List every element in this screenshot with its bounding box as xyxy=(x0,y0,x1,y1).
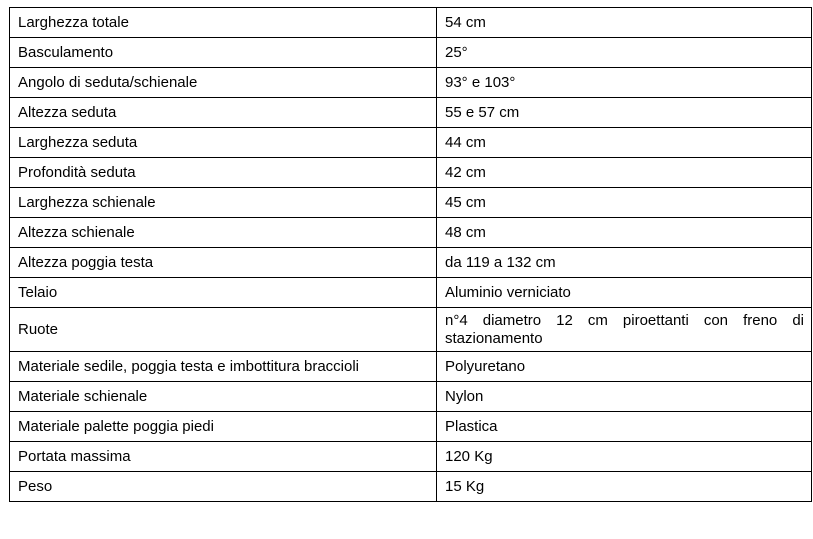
table-row xyxy=(10,98,812,128)
spec-value: Polyuretano xyxy=(437,352,812,382)
spec-value: Plastica xyxy=(437,412,812,442)
table-row xyxy=(10,248,812,278)
spec-value: Nylon xyxy=(437,382,812,412)
spec-value: 44 cm xyxy=(437,128,812,158)
spec-label: Larghezza totale xyxy=(10,8,437,38)
table-row xyxy=(10,308,812,352)
spec-label: Ruote xyxy=(10,308,437,352)
table-row xyxy=(10,158,812,188)
table-row xyxy=(10,278,812,308)
spec-label: Materiale palette poggia piedi xyxy=(10,412,437,442)
spec-value: 54 cm xyxy=(437,8,812,38)
table-row xyxy=(10,472,812,502)
table-row xyxy=(10,442,812,472)
spec-label: Materiale sedile, poggia testa e imbottitura braccioli xyxy=(10,352,437,382)
spec-label: Altezza schienale xyxy=(10,218,437,248)
table-row xyxy=(10,218,812,248)
table-row xyxy=(10,8,812,38)
table-row xyxy=(10,352,812,382)
spec-label: Portata massima xyxy=(10,442,437,472)
spec-value: 120 Kg xyxy=(437,442,812,472)
specs-table xyxy=(9,7,812,502)
spec-value: 42 cm xyxy=(437,158,812,188)
spec-value: 45 cm xyxy=(437,188,812,218)
spec-label: Profondità seduta xyxy=(10,158,437,188)
spec-label: Materiale schienale xyxy=(10,382,437,412)
spec-label: Altezza seduta xyxy=(10,98,437,128)
table-row xyxy=(10,128,812,158)
spec-value: da 119 a 132 cm xyxy=(437,248,812,278)
spec-label: Altezza poggia testa xyxy=(10,248,437,278)
table-row xyxy=(10,382,812,412)
spec-label: Angolo di seduta/schienale xyxy=(10,68,437,98)
spec-label: Basculamento xyxy=(10,38,437,68)
spec-value: 93° e 103° xyxy=(437,68,812,98)
spec-label: Peso xyxy=(10,472,437,502)
table-row xyxy=(10,38,812,68)
spec-label: Telaio xyxy=(10,278,437,308)
spec-value: 48 cm xyxy=(437,218,812,248)
spec-value: 25° xyxy=(437,38,812,68)
table-row xyxy=(10,188,812,218)
spec-value: 15 Kg xyxy=(437,472,812,502)
spec-value: Aluminio verniciato xyxy=(437,278,812,308)
spec-label: Larghezza seduta xyxy=(10,128,437,158)
spec-value: 55 e 57 cm xyxy=(437,98,812,128)
spec-label: Larghezza schienale xyxy=(10,188,437,218)
spec-value: n°4 diametro 12 cm piroettanti con freno di stazionamento xyxy=(437,308,812,352)
table-row xyxy=(10,412,812,442)
table-row xyxy=(10,68,812,98)
specs-table-body xyxy=(10,8,812,502)
